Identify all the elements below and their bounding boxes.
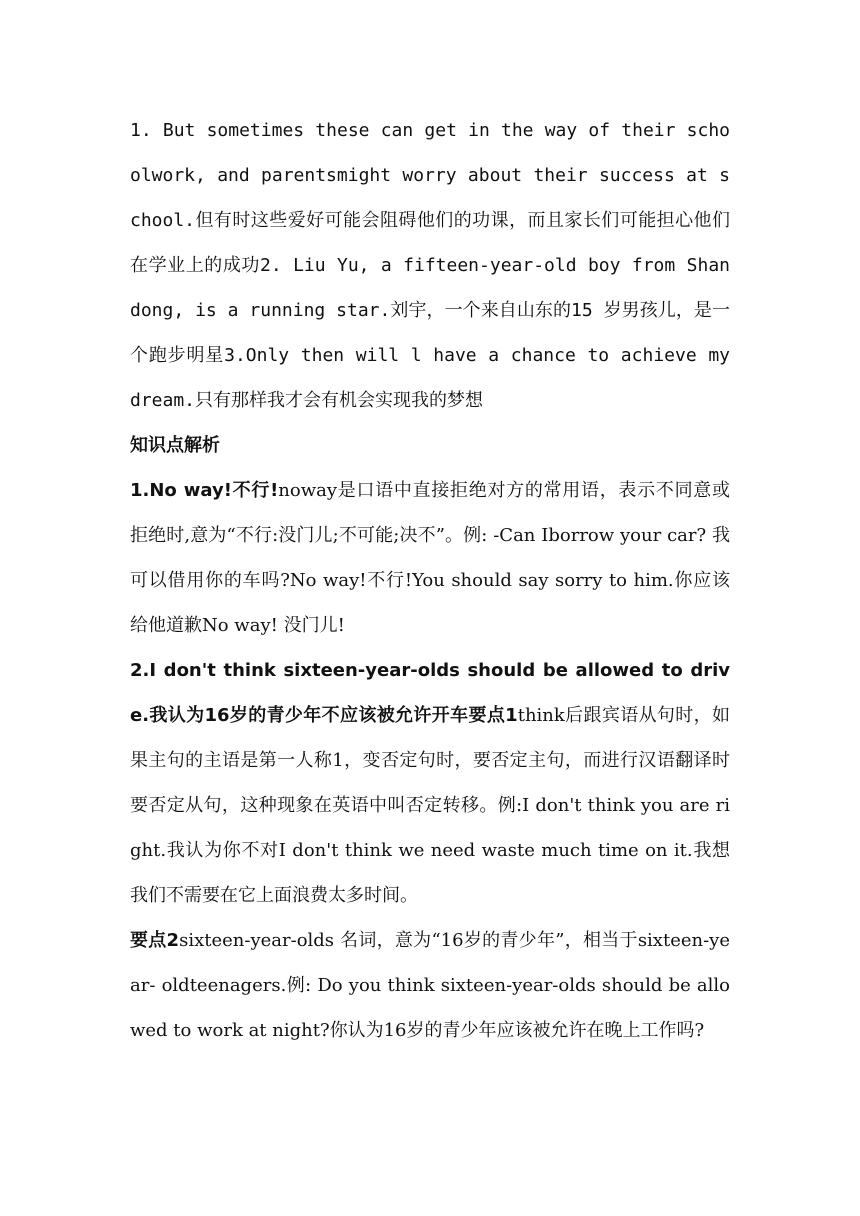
point-3-lead: 要点2: [130, 930, 180, 951]
point-3-paragraph: [130, 918, 730, 1053]
point-1-lead: 1.No way!不行!: [130, 480, 279, 501]
intro-text: 1. But sometimes these can get in the way of their schoolwork, and parentsmight worry about their success at school.但有时这些爱好可能会阻碍他们的功课，而且家长们可能担心他们在学业上的成功2. Liu Yu, a fifteen-year-old boy from Shandong, is a running star.刘宇，一个来自山东的15 岁男孩儿，是一个跑步明星3.Only then will l have a chance to achieve my dream.只有那样我才会有机会实现我的梦想: [130, 120, 730, 411]
point-1-paragraph: [130, 468, 730, 648]
intro-paragraph: [130, 108, 730, 423]
section-heading: 知识点解析: [130, 435, 220, 456]
point-1-text: noway是口语中直接拒绝对方的常用语，表示不同意或拒绝时,意为“不行:没门儿;不可能;决不”。例: -Can Iborrow your car? 我可以借用你的车吗?No way!不行!You should say sorry to him.你应该给他道歉No way! 没门儿!: [130, 480, 730, 636]
point-2-lead: 2.I don't think sixteen-year-olds should be allowed to drive.我认为16岁的青少年不应该被允许开车要点1: [130, 660, 730, 726]
point-2-paragraph: [130, 648, 730, 918]
document-page: [130, 108, 730, 1053]
point-3-text: sixteen-year-olds 名词，意为“16岁的青少年”，相当于sixteen-year- oldteenagers.例: Do you think sixteen-year-olds should be allowed to work at night?你认为16岁的青少年应该被允许在晚上工作吗?: [130, 930, 730, 1041]
point-2-text: think后跟宾语从句时，如果主句的主语是第一人称1，变否定句时，要否定主句，而进行汉语翻译时要否定从句，这种现象在英语中叫否定转移。例:I don't think you are right.我认为你不对I don't think we need waste much time on it.我想我们不需要在它上面浪费太多时间。: [130, 705, 730, 906]
